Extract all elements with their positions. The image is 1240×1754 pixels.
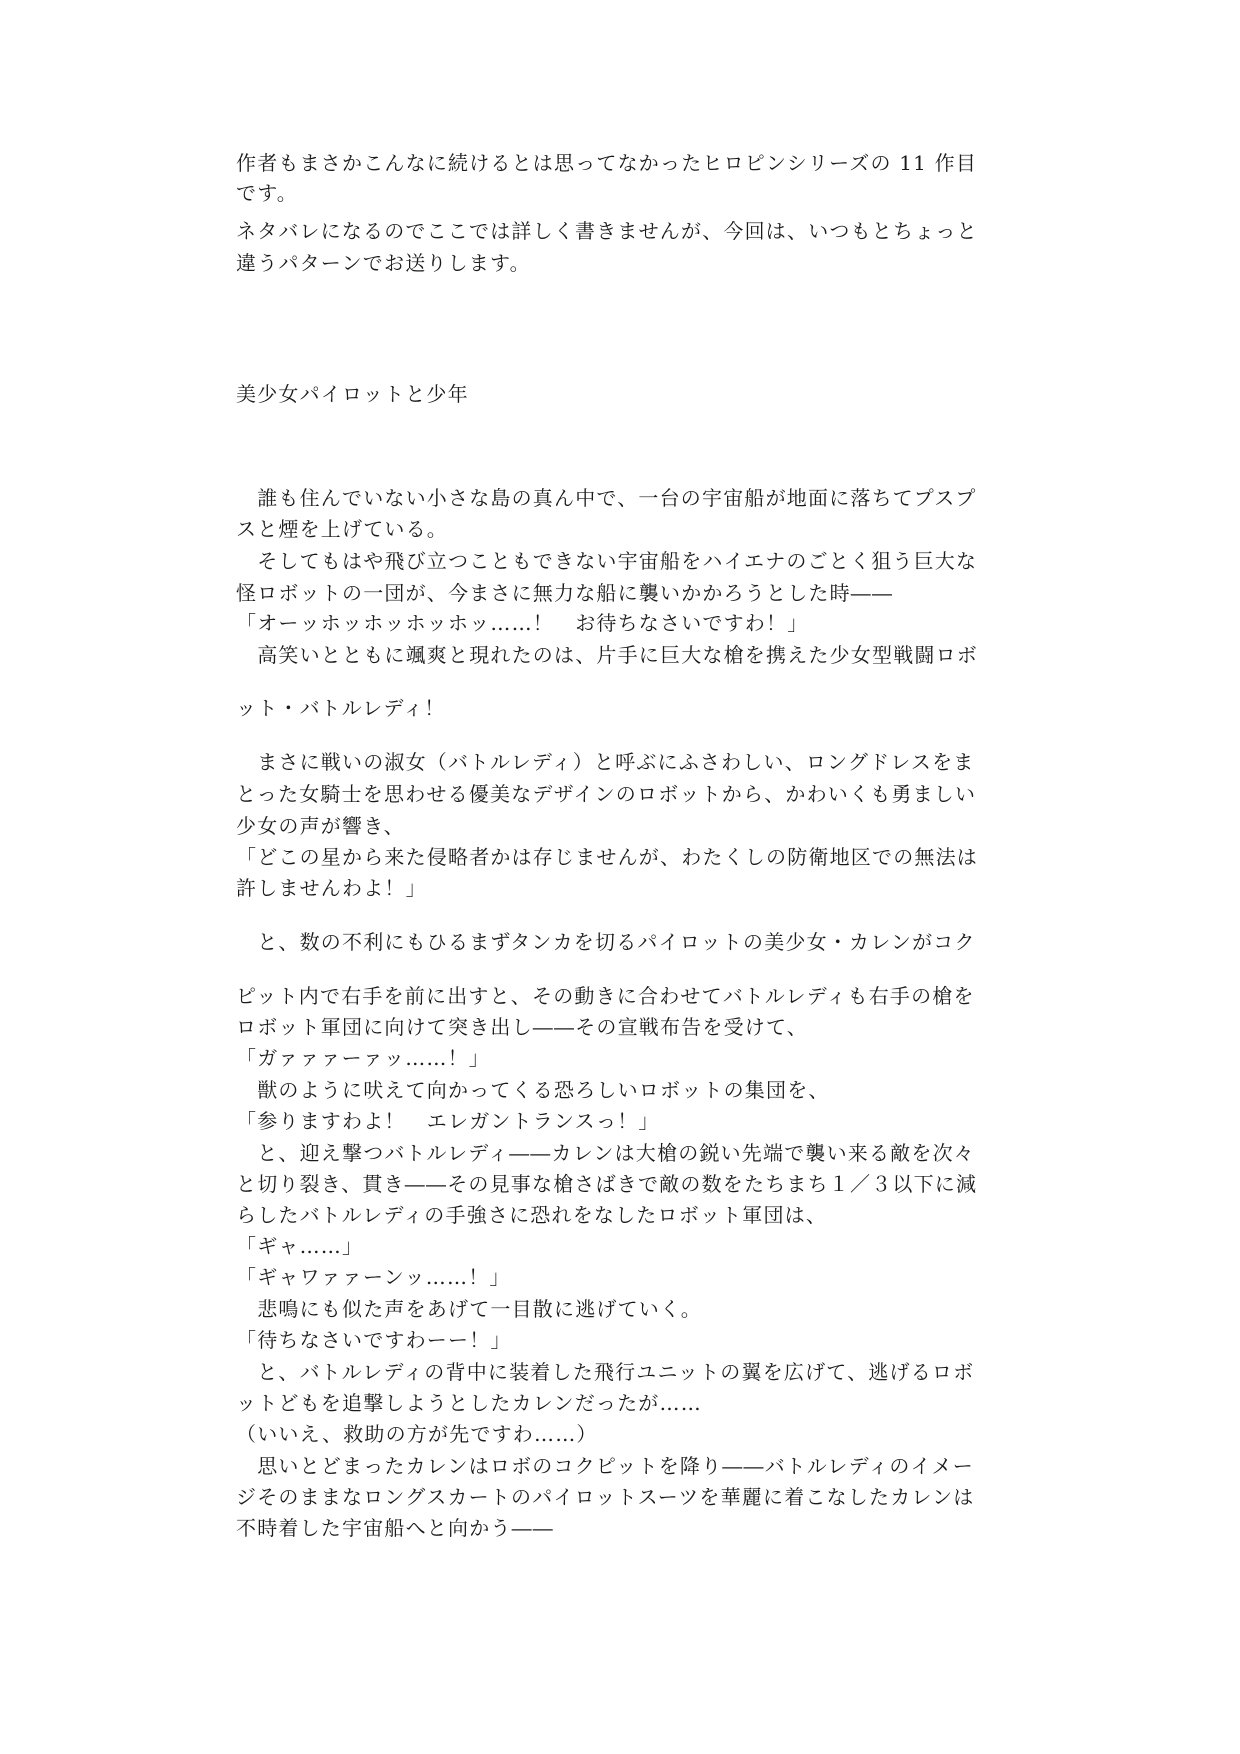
body-line: 「どこの星から来た侵略者かは存じませんが、わたくしの防衛地区での無法は: [236, 845, 978, 869]
intro-line: ネタバレになるのでここでは詳しく書きませんが、今回は、いつもとちょっと: [236, 219, 978, 243]
body-line: と、バトルレディの背中に装着した飛行ユニットの翼を広げて、逃げるロボ: [236, 1360, 975, 1384]
body-line: 「待ちなさいですわーー！」: [236, 1328, 512, 1352]
body-line: そしてもはや飛び立つこともできない宇宙船をハイエナのごとく狙う巨大な: [236, 549, 978, 573]
body-line: 「ギャワァァーンッ……！」: [236, 1265, 511, 1289]
body-line: ットどもを追撃しようとしたカレンだったが……: [236, 1391, 702, 1415]
body-line: 「オーッホッホッホッホッ……！ お待ちなさいですわ！」: [236, 611, 809, 635]
intro-line: です。: [236, 181, 298, 205]
body-line: スと煙を上げている。: [236, 517, 448, 541]
intro-line: 違うパターンでお送りします。: [236, 251, 531, 275]
body-line: 許しませんわよ！」: [236, 876, 427, 900]
body-line: （いいえ、救助の方が先ですわ……）: [236, 1422, 598, 1446]
body-line: 怪ロボットの一団が、今まさに無力な船に襲いかかろうとした時――: [236, 581, 894, 605]
body-line: 高笑いとともに颯爽と現れたのは、片手に巨大な槍を携えた少女型戦闘ロボ: [236, 643, 978, 667]
body-line: と、迎え撃つバトルレディ――カレンは大槍の鋭い先端で襲い来る敵を次々: [236, 1141, 975, 1165]
intro-line: 作者もまさかこんなに続けるとは思ってなかったヒロピンシリーズの 11 作目: [236, 151, 978, 175]
chapter-title: 美少女パイロットと少年: [236, 382, 469, 406]
body-line: 「参りますわよ！ エレガントランスっ！」: [236, 1109, 660, 1133]
body-line: らしたバトルレディの手強さに恐れをなしたロボット軍団は、: [236, 1203, 828, 1227]
body-line: とった女騎士を思わせる優美なデザインのロボットから、かわいくも勇ましい: [236, 782, 977, 806]
body-line: と、数の不利にもひるまずタンカを切るパイロットの美少女・カレンがコク: [236, 930, 976, 954]
body-line: 「ギャ……」: [236, 1234, 364, 1258]
body-line: 思いとどまったカレンはロボのコクピットを降り――バトルレディのイメー: [236, 1454, 974, 1478]
body-line: ジそのままなロングスカートのパイロットスーツを華麗に着こなしたカレンは: [236, 1485, 975, 1509]
body-line: 不時着した宇宙船へと向かう――: [236, 1516, 554, 1540]
body-line: と切り裂き、貫き――その見事な槍さばきで敵の数をたちまち１／３以下に減: [236, 1172, 978, 1196]
body-line: まさに戦いの淑女（バトルレディ）と呼ぶにふさわしい、ロングドレスをま: [236, 750, 975, 774]
body-line: 獣のように吠えて向かってくる恐ろしいロボットの集団を、: [236, 1078, 830, 1102]
body-line: 誰も住んでいない小さな島の真ん中で、一台の宇宙船が地面に落ちてプスプ: [236, 486, 977, 510]
body-line: ロボット軍団に向けて突き出し――その宣戦布告を受けて、: [236, 1015, 808, 1039]
body-line: 少女の声が響き、: [236, 814, 405, 838]
body-line: 悲鳴にも似た声をあげて一目散に逃げていく。: [236, 1297, 702, 1321]
body-line: ピット内で右手を前に出すと、その動きに合わせてバトルレディも右手の槍を: [236, 984, 975, 1008]
body-line: ット・バトルレディ！: [236, 696, 446, 720]
body-line: 「ガァァァーァッ……！」: [236, 1046, 490, 1070]
